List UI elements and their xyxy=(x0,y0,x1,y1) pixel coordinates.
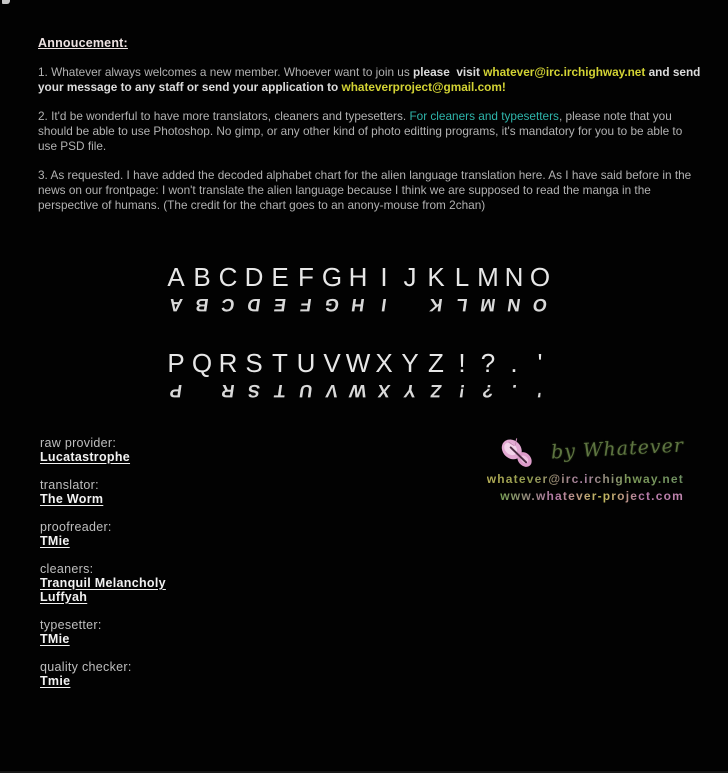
credit-role-label: typesetter: xyxy=(40,618,102,632)
scan-artifact-speck xyxy=(2,0,10,4)
credit-entry xyxy=(40,520,166,548)
latin-letter: S xyxy=(245,347,263,378)
latin-letter: T xyxy=(272,347,288,378)
alien-glyph: W xyxy=(348,381,368,401)
alien-glyph: ? xyxy=(481,381,495,401)
credit-role-label: translator: xyxy=(40,478,99,492)
credit-member-name: Tranquil Melancholy xyxy=(40,576,166,590)
credit-member-name: TMie xyxy=(40,632,70,646)
alien-glyph: F xyxy=(299,295,313,315)
latin-letter: Q xyxy=(191,347,213,378)
latin-letter: U xyxy=(296,347,316,378)
alien-glyph: P xyxy=(168,381,184,401)
credit-member-name: Tmie xyxy=(40,674,71,688)
credit-role-label: proofreader: xyxy=(40,520,112,534)
paragraph-text: 3. As requested. I have added the decoded alphabet chart for the alien language translation here. As I have said before in the news on our frontpage: I won't translate the alien language because I think we are supposed to read the manga in the perspective of humans. (The credit for the chart goes to an anony-mouse from 2chan) xyxy=(38,168,695,212)
paragraph-text: please visit xyxy=(413,65,484,79)
alien-glyph: ! xyxy=(457,381,467,401)
credit-entry xyxy=(40,436,166,464)
alien-glyph: O xyxy=(531,295,549,315)
credits-section xyxy=(40,436,166,702)
latin-letter: X xyxy=(375,347,393,378)
latin-letter: ? xyxy=(480,347,496,378)
alphabet-row-group xyxy=(163,262,553,316)
latin-letter: J xyxy=(403,261,417,292)
logo-byline: by Whatever xyxy=(550,434,685,464)
logo-irc-address: whatever@irc.irchighway.net xyxy=(486,472,684,486)
alien-glyph: H xyxy=(350,295,366,315)
latin-letter: D xyxy=(244,261,264,292)
alien-glyph: U xyxy=(298,381,314,401)
latin-letter: . xyxy=(510,347,518,378)
alien-glyph: A xyxy=(168,295,184,315)
credit-entry xyxy=(40,562,166,604)
latin-letter: B xyxy=(193,261,211,292)
latin-letter: R xyxy=(218,347,238,378)
announcement-paragraph xyxy=(38,65,704,95)
latin-letter: K xyxy=(427,261,445,292)
alien-glyph: B xyxy=(194,295,210,315)
latin-letter: C xyxy=(218,261,238,292)
credit-entry xyxy=(40,478,166,506)
credit-role-label: quality checker: xyxy=(40,660,132,674)
alien-glyph-row xyxy=(163,379,553,402)
alien-glyph: S xyxy=(246,381,262,401)
credit-entry xyxy=(40,618,166,646)
latin-letter: P xyxy=(167,347,185,378)
latin-letter: ' xyxy=(537,347,543,378)
announcement-heading: Annoucement: xyxy=(38,36,128,50)
alien-glyph: Y xyxy=(402,381,418,401)
paragraph-text: , please note that you should be able to use Photoshop. No gimp, or any other kind of photo editting programs, it's mandatory for you to be able to use PSD file. xyxy=(38,109,686,153)
announcement-section xyxy=(38,36,704,227)
alien-glyph: Z xyxy=(429,381,443,401)
alien-glyph: R xyxy=(220,381,236,401)
alien-glyph: N xyxy=(506,295,522,315)
credit-member-name: The Worm xyxy=(40,492,104,506)
latin-letter: G xyxy=(321,261,343,292)
latin-letter: E xyxy=(271,261,289,292)
latin-letter: O xyxy=(529,261,551,292)
credit-entry xyxy=(40,660,166,688)
paragraph-text: 1. Whatever always welcomes a new member. Whoever want to join us xyxy=(38,65,414,79)
latin-letter: H xyxy=(348,261,368,292)
alien-glyph: ' xyxy=(536,381,544,401)
alien-glyph-row xyxy=(163,293,553,316)
latin-letter: W xyxy=(345,347,371,378)
alien-glyph: G xyxy=(323,295,341,315)
announcement-paragraph xyxy=(38,168,704,213)
butterfly-icon xyxy=(495,431,540,476)
highlighted-text: For cleaners and typesetters xyxy=(409,109,559,123)
credits-list xyxy=(40,436,166,688)
latin-letter: L xyxy=(454,261,470,292)
paragraph-text: and send your message to any staff or send your application to xyxy=(38,65,704,94)
email-address-text: whatever@irc.irchighway.net xyxy=(483,65,646,79)
alien-glyph: I xyxy=(380,295,388,315)
credit-member-name: Luffyah xyxy=(40,590,88,604)
alien-glyph: M xyxy=(479,295,497,315)
logo-website: www.whatever-project.com xyxy=(500,489,684,503)
alien-glyph: . xyxy=(510,381,518,401)
email-address-text: whateverproject@gmail.com! xyxy=(341,80,506,94)
alien-glyph: T xyxy=(273,381,287,401)
credit-member-name: TMie xyxy=(40,534,70,548)
alphabet-row-group xyxy=(163,348,553,402)
alien-glyph: K xyxy=(428,295,444,315)
alien-glyph: V xyxy=(324,381,340,401)
credit-member-name: Lucatastrophe xyxy=(40,450,131,464)
latin-letter: ! xyxy=(458,347,466,378)
latin-letter: I xyxy=(380,261,388,292)
latin-letter-row xyxy=(163,262,553,292)
latin-letter-row xyxy=(163,348,553,378)
latin-letter: V xyxy=(323,347,341,378)
announcement-paragraphs xyxy=(38,65,704,213)
alien-glyph: C xyxy=(220,295,236,315)
alien-glyph: D xyxy=(246,295,262,315)
alphabet-chart xyxy=(163,262,553,434)
paragraph-text: 2. It'd be wonderful to have more translators, cleaners and typesetters. xyxy=(38,109,410,123)
alien-glyph: E xyxy=(272,295,288,315)
alien-glyph: L xyxy=(455,295,469,315)
latin-letter: N xyxy=(504,261,524,292)
latin-letter: Y xyxy=(401,347,419,378)
credit-role-label: cleaners: xyxy=(40,562,94,576)
announcement-paragraph xyxy=(38,109,704,154)
latin-letter: Z xyxy=(428,347,444,378)
latin-letter: M xyxy=(477,261,499,292)
alien-glyph: X xyxy=(376,381,392,401)
latin-letter: F xyxy=(298,261,314,292)
credit-role-label: raw provider: xyxy=(40,436,117,450)
latin-letter: A xyxy=(167,261,185,292)
